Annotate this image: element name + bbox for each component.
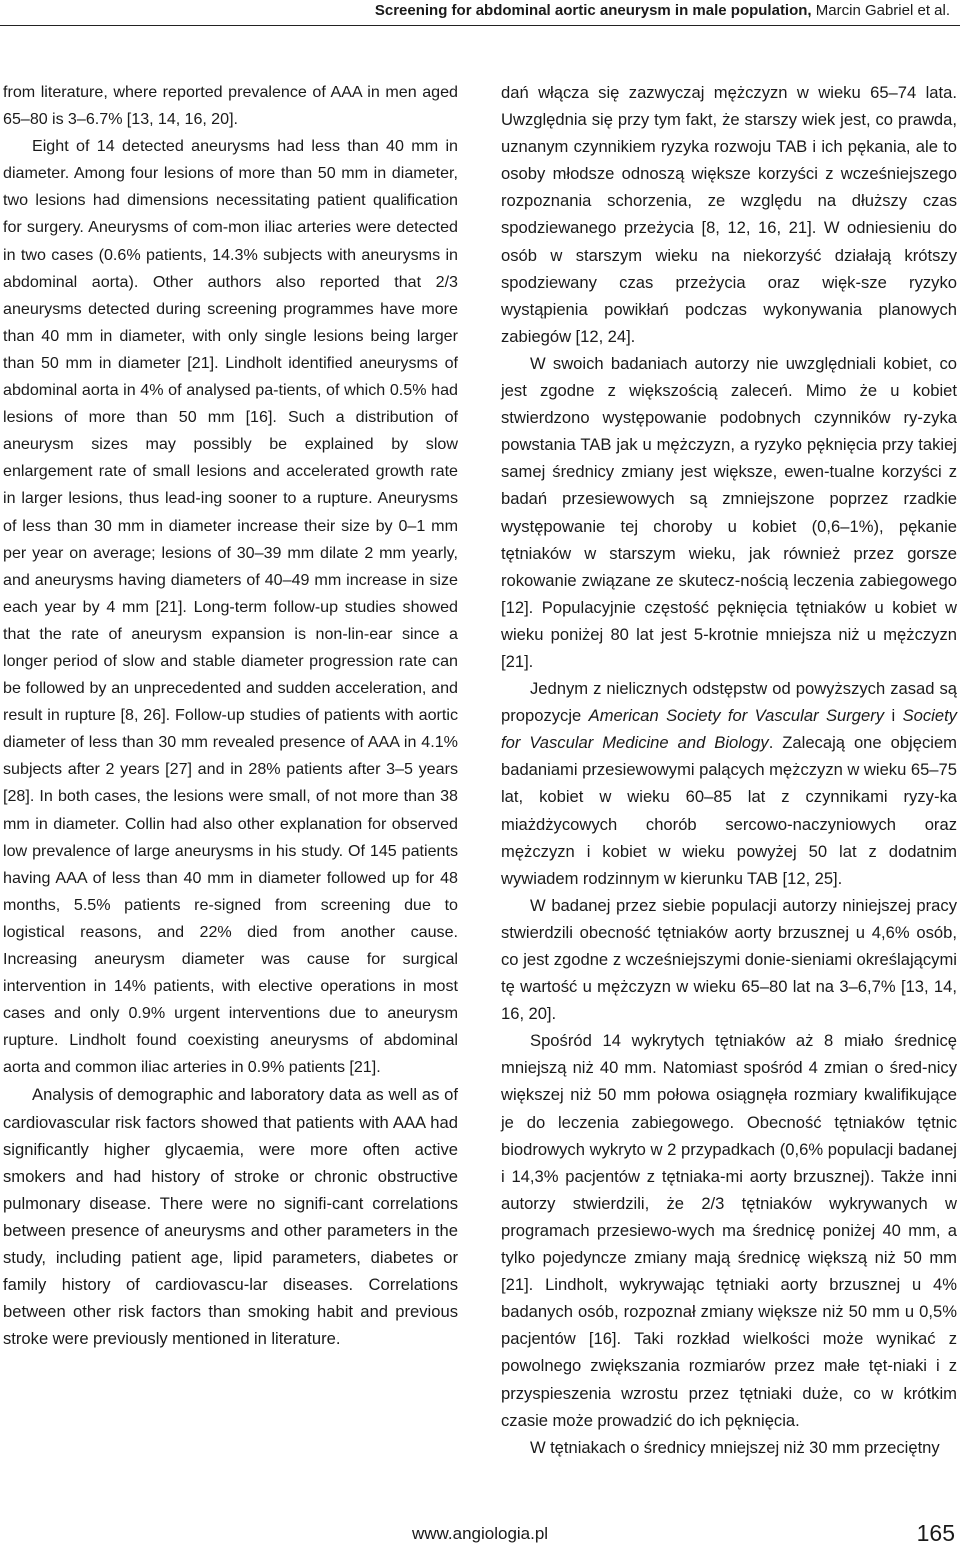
page-number: 165 — [916, 1520, 955, 1546]
left-paragraph-2-part-a: Eight of 14 detected aneurysms had less than 40 mm in diameter. Among four lesions of more than 50 mm in diameter, two lesions had dimensions necessitating patient qualification for surgery. Aneurysms of com-mon iliac arteries were detected in two cases (0.6% patients, 14.3% subjects with aneurysms in abdominal aorta). — [3, 137, 458, 291]
left-paragraph-2 — [3, 133, 458, 1081]
organization-asvs: American Society for Vascular Surgery — [588, 706, 885, 726]
article-title: Screening for abdominal aortic aneurysm in male population, — [374, 2, 812, 19]
right-paragraph-6: W tętniakach o średnicy mniejszej niż 30 mm przeciętny — [530, 1437, 940, 1457]
right-paragraph-3 — [501, 675, 957, 892]
right-paragraph-2: W swoich badaniach autorzy nie uwzględniali kobiet, co jest zgodne z większością zaleceń. Mimo że u kobiet stwierdzono występowanie podobnych czynników ry-zyka powstania TAB jak u mężczyzn, a ryzyko pęknięcia przy takiej samej średnicy zmiany jest większe, ewen-tualne korzyści z badań przesiewowych są zmniejszone poprzez rzadkie występowanie tej choroby u kobiet (0,6–1%), pękanie tętniaków w starszym wieku, jak również przez gorsze rokowanie związane ze skutecz-nością leczenia zabiegowego [12]. Populacyjnie częstość pęknięcia tętniaków u kobiet w wieku poniżej 80 lat jest 5-krotnie mniejsza niż u mężczyzn [21]. — [501, 353, 957, 671]
left-paragraph-2-part-b: Other authors also reported that 2/3 aneurysms detected during screening programmes have more than 40 mm in diameter, with only single lesions being larger than 50 mm in diameter [21]. Lindholt identified aneurysms of abdominal aorta in 4% of analysed pa-tients, of which 0.5% had lesions of more than 50 mm [16]. Such a distribution of aneurysm sizes may possibly be explained by slow enlargement rate of small lesions and accelerated growth rate in larger lesions, thus lead-ing sooner to a rupture. Aneurysms of less than 30 mm in diameter increase their size by 0–1 mm per year on average; lesions of 30–39 mm dilate 2 mm yearly, and aneurysms having diameters of 40–49 mm increase in size each year by 4 mm [21]. Long-term follow-up studies showed that the rate of aneurysm expansion is non-lin-ear since a longer period of slow and stable diameter progression rate can be followed by an unprecedented and sudden acceleration, and result in rupture [8, 26]. Follow-up studies of patients with aortic diameter of less than 30 mm revealed presence of AAA in 4.1% subjects after 2 years [27] and in 28% patients after 3–5 years [28]. In both cases, the lesions were small, of not more than 38 mm in diameter. Collin had also other explanation for observed low prevalence of large aneurysms in his study. Of 145 patients having AAA of less than 40 mm in diameter followed up for 48 months, 5.5% patients re-signed from screening due to logistical reasons, and 22% died from another cause. Increasing aneurysm diameter was cause for surgical intervention in 14% patients, with elective operations in most cases and only 0.9% urgent interventions due to aneurysm rupture. Lindholt found coexisting aneurysms of abdominal aorta and common iliac arteries in 0.9% patients [21]. — [3, 272, 458, 1077]
running-head-text — [375, 2, 950, 20]
right-column — [501, 79, 957, 1461]
left-paragraph-1: from literature, where reported prevalence of AAA in men aged 65–80 is 3–6.7% [13, 14, 16, 20]. — [3, 83, 458, 129]
right-paragraph-3-lead: Jednym z nielicznych odstępstw od powyższych zasad są propozycje — [501, 679, 957, 726]
right-paragraph-3-rest: . Zalecają one objęciem badaniami przesiewowymi palących mężczyzn w wieku 65–75 lat, kobiet w wieku 60–85 lat z czynnikami ryzy-ka miażdżycowych chorób sercowo-naczyniowych oraz mężczyzn i kobiet w wieku powyżej 50 lat z dodatnim wywiadem rodzinnym w kierunku TAB [12, 25]. — [501, 733, 958, 888]
right-paragraph-3-conjunction: i — [891, 706, 896, 726]
organization-svmb: Society for Vascular Medicine and Biology — [501, 706, 957, 753]
left-paragraph-3: Analysis of demographic and laboratory data as well as of cardiovascular risk factors showed that patients with AAA had significantly higher glycaemia, were more often active smokers and had history of stroke or chronic obstructive pulmonary disease. There were no signifi-cant correlations between presence of aneurysms and other parameters in the study, including patient age, lipid parameters, diabetes or family history of cardiovascu-lar diseases. Correlations between other risk factors than smoking habit and previous stroke were previously mentioned in literature. — [3, 1085, 458, 1349]
right-paragraph-4: W badanej przez siebie populacji autorzy niniejszej pracy stwierdzili obecność tętniaków aorty brzusznej u 4,6% osób, co jest zgodne z wcześniejszymi donie-sieniami określającymi tę wartość u mężczyzn w wieku 65–80 lat na 3–6,7% [13, 14, 16, 20]. — [501, 895, 957, 1024]
right-paragraph-5: Spośród 14 wykrytych tętniaków aż 8 miało średnicę mniejszą niż 40 mm. Natomiast spośród 4 zmian o śred-nicy większej niż 50 mm połowa osiągnęła rozmiary kwalifikujące je do leczenia zabiegowego. Obecność tętniaków tętnic biodrowych wykryto w 2 przypadkach (0,6% populacji badanej i 14,3% pacjentów z tętniaka-mi aorty brzusznej). Także inni autorzy stwierdzili, że 2/3 tętniaków wykrywanych w programach przesiewo-wych ma średnicę poniżej 40 mm, a tylko pojedyncze zmiany mają średnicę większą niż 50 mm [21]. Lindholt, wykrywając tętniaki aorty brzusznej u 4% badanych osób, rozpoznał zmiany większe niż 50 mm u 0,5% pacjentów [16]. Taki rozkład wielkości może wynikać z powolnego zwiększania rozmiarów przez małe tęt-niaki i z przyspieszenia wzrostu przez tętniaki duże, co w krótkim czasie może prowadzić do ich pęknięcia. — [501, 1031, 957, 1430]
right-paragraph-1: dań włącza się zazwyczaj mężczyzn w wieku 65–74 lata. Uwzględnia się przy tym fakt, że starszy wiek jest, co prawda, uznanym czynnikiem ryzyka rozwoju TAB i ich pękania, ale to osoby młodsze odnoszą większe korzyści z wcześniejszego rozpoznania schorzenia, ze względu na dłuższy czas spodziewanego przeżycia [8, 12, 16, 21]. W odniesieniu do osób w starszym wieku na niekorzyść działają krótszy spodziewany czas przeżycia oraz więk-sze ryzyko wystąpienia powikłań podczas wykonywania planowych zabiegów [12, 24]. — [501, 83, 957, 346]
running-head — [0, 0, 960, 26]
left-column — [3, 79, 458, 1352]
article-authors: Marcin Gabriel et al. — [815, 2, 950, 19]
footer-url: www.angiologia.pl — [412, 1524, 549, 1543]
